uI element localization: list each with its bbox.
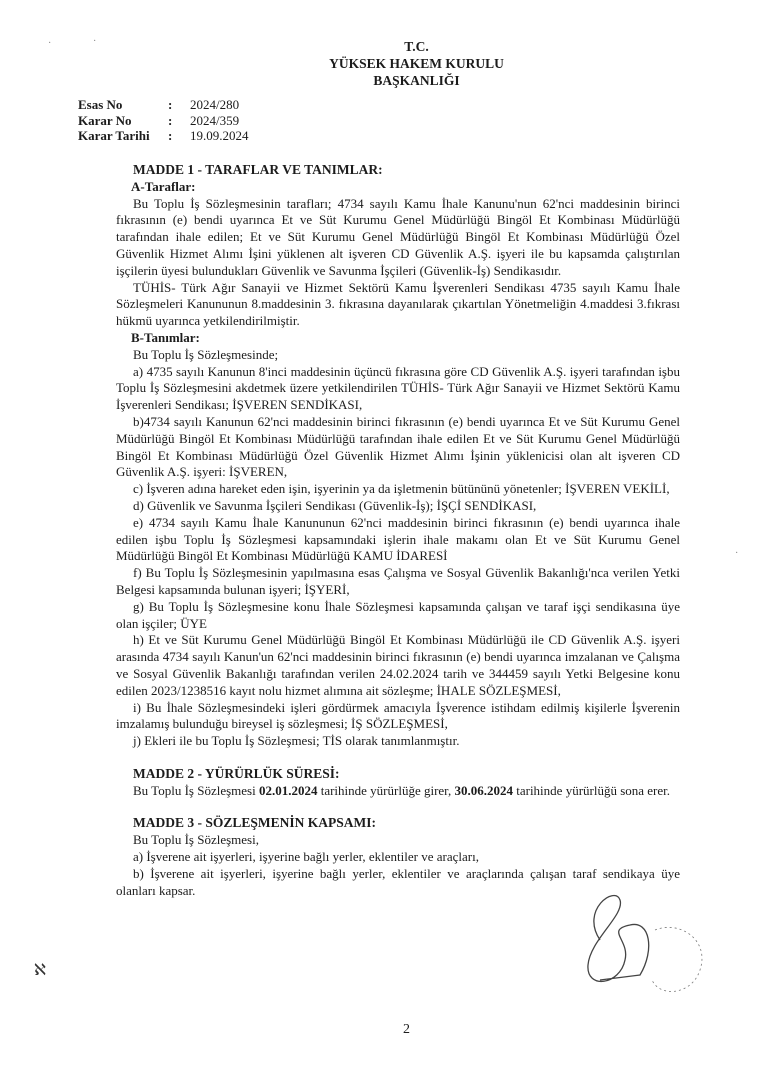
paragraph: Bu Toplu İş Sözleşmesi 02.01.2024 tarihinde yürürlüğe girer, 30.06.2024 tarihinde yürürlüğü sona erer.	[133, 782, 671, 798]
start-date: 02.01.2024	[258, 782, 318, 798]
definition-item: h) Et ve Süt Kurumu Genel Müdürlüğü Bingöl Et Kombinası Müdürlüğü ile CD Güvenlik A.Ş. işyeri arasında 4734 sayılı Kanun'un 62'nci maddesinin birinci fıkrasının (e) bendi uyarınca imzalanan ve Çalışma ve Sosyal Güvenlik Bakanlığı tarafından verilen 24.02.2024 tarih ve 344459 sayılı Yetki Belgesine konu edilen 2023/1238516 kayıt nolu hizmet alımına ait sözleşme; İHALE SÖZLEŞMESİ,	[116, 632, 680, 698]
case-meta	[78, 97, 249, 144]
definition-item: j) Ekleri ile bu Toplu İş Sözleşmesi; TİS olarak tanımlanmıştır.	[133, 733, 460, 749]
definition-item: b)4734 sayılı Kanunun 62'nci maddesinin birinci fıkrasının (e) bendi uyarınca Et ve Süt Kurumu Genel Müdürlüğü Bingöl Et Kombinası Müdürlüğü tarafından ihale edilen Et ve Süt Kurumu Genel Müdürlüğü Bingöl Et Kombinası Müdürlüğü Özel Güvenlik Hizmet Alımı İşinin yüklenicisi olan alt işveren CD Güvenlik A.Ş. işyeri: İŞVEREN,	[116, 413, 680, 480]
signature-mark	[560, 870, 730, 1020]
meta-value: 2024/359	[190, 112, 240, 128]
meta-value: 2024/280	[190, 97, 240, 112]
page-number: 2	[403, 1022, 410, 1037]
madde3-title: MADDE 3 - SÖZLEŞMENİN KAPSAMI:	[133, 815, 377, 831]
document-header	[0, 38, 763, 89]
meta-value: 19.09.2024	[190, 128, 249, 143]
definition-item: i) Bu İhale Sözleşmesindeki işleri gördürmek amacıyla İşverence istihdam edilmiş kişilerle İşverenin imzalamış bulunduğu bireysel iş sözleşmesi; İŞ SÖZLEŞMESİ,	[116, 699, 680, 732]
scope-item: a) İşverene ait işyerleri, işyerine bağlı yerler, eklentiler ve araçları,	[133, 849, 479, 865]
header-office: BAŞKANLIĞI	[373, 73, 460, 88]
paragraph: TÜHİS- Türk Ağır Sanayii ve Hizmet Sektörü Kamu İşverenleri Sendikası 4735 sayılı Kamu İhale Sözleşmeleri Kanununun 8.maddesinin 3. fıkrasına dayanılarak çıkartılan Yönetmeliğin 4.maddesi 3.fıkrası hükmü uyarınca yetkilendirilmiştir.	[116, 279, 680, 329]
madde1-title: MADDE 1 - TARAFLAR VE TANIMLAR:	[133, 162, 383, 177]
meta-key: Karar Tarihi	[78, 128, 150, 143]
document-body	[116, 162, 680, 899]
definition-item: a) 4735 sayılı Kanunun 8'inci maddesinin üçüncü fıkrasına göre CD Güvenlik A.Ş. işyeri tarafından işbu Toplu İş Sözleşmesini akdetmek üzere yetkilendirilen TÜHİS- Türk Ağır Sanayii ve Hizmet Sektörü Kamu İşverenleri Sendikası; İŞVEREN SENDİKASI,	[116, 363, 680, 413]
definition-item: g) Bu Toplu İş Sözleşmesine konu İhale Sözleşmesi kapsamında çalışan ve taraf işçi sendikasına üye olan işçiler; ÜYE	[116, 598, 680, 631]
definition-item: e) 4734 sayılı Kamu İhale Kanununun 62'nci maddesinin birinci fıkrasının (e) bendi uyarınca ihale edilen işbu Toplu İş Sözleşmesi kapsamındaki işlerin ihale makamı olan Et ve Süt Kurumu Genel Müdürlüğü Bingöl Et Kombinası Müdürlüğü KAMU İDARESİ	[116, 514, 680, 564]
header-tc: T.C.	[404, 39, 429, 54]
scope-item: b) İşverene ait işyerleri, işyerine bağlı yerler, eklentiler ve araçlarında çalışan taraf sendikaya üye olanları kapsar.	[116, 865, 680, 898]
paragraph: Bu Toplu İş Sözleşmesinde;	[133, 346, 279, 362]
meta-key: Karar No	[78, 112, 132, 128]
paragraph: Bu Toplu İş Sözleşmesinin tarafları; 4734 sayılı Kamu İhale Kanunu'nun 62'nci maddesinin birinci fıkrasının (e) bendi uyarınca Et ve Süt Kurumu Genel Müdürlüğü Bingöl Et Kombinası Müdürlüğü tarafından ihale edilen; Et ve Süt Kurumu Genel Müdürlüğü Bingöl Et Kombinası Müdürlüğü Özel Güvenlik Hizmet Alımı İşini yüklenen alt işveren CD Güvenlik A.Ş. işyeri ile bu kapsamda çalıştırılan işçilerin üyesi bulundukları Güvenlik ve Savunma İşçileri (Güvenlik-İş) Sendikasıdır.	[116, 195, 680, 278]
definition-item: c) İşveren adına hareket eden işin, işyerinin ya da işletmenin bütününü yönetenler; İŞVEREN VEKİLİ,	[133, 481, 670, 497]
end-date: 30.06.2024	[454, 782, 513, 798]
definition-item: d) Güvenlik ve Savunma İşçileri Sendikası (Güvenlik-İş); İŞÇİ SENDİKASI,	[133, 497, 537, 513]
meta-row: Karar No : 2024/359	[78, 112, 240, 128]
meta-row: Karar Tarihi : 19.09.2024	[78, 128, 249, 143]
document-page: T.C. YÜKSEK HAKEM KURULU BAŞKANLIĞI Esas No : 2024/280 Karar No : 2024/359 Karar Tarihi : 19.09.2024 MADDE 1 - TARAFLAR VE TANIMLAR: A-Taraflar: Bu Toplu İş Sözleşmesinin tarafları; 4734 sayılı Kamu İhale Kanunu'nun 62'nci maddesinin birinci fıkrasının (e) bendi uyarınca Et ve Süt Kurumu Genel Müdürlüğü Bingöl Et Kombinası Müdürlüğü tarafından ihale edilen; Et ve Süt Kurumu Genel Müdürlüğü Bingöl Et Kombinası Müdürlüğü Özel Güvenlik Hizmet Alımı İşini yüklenen alt işveren CD Güvenlik A.Ş. işyeri ile bu kapsamda çalıştırılan işçilerin üyesi bulundukları Güvenlik ve Savunma İşçileri (Güvenlik-İş) Sendikasıdır. TÜHİS- Türk Ağır Sanayii ve Hizmet Sektörü Kamu İşverenleri Sendikası 4735 sayılı Kamu İhale Sözleşmeleri Kanununun 8.maddesinin 3. fıkrasına dayanılarak çıkartılan Yönetmeliğin 4.maddesi 3.fıkrası hükmü uyarınca yetkilendirilmiştir. B-Tanımlar: Bu Toplu İş Sözleşmesinde; a) 4735 sayılı Kanunun 8'inci maddesinin üçüncü fıkrasına göre CD Güvenlik A.Ş. işyeri tarafından işbu Toplu İş Sözleşmesini akdetmek üzere yetkilendirilen TÜHİS- Türk Ağır Sanayii ve Hizmet Sektörü Kamu İşverenleri Sendikası; İŞVEREN SENDİKASI, b)4734 sayılı Kanunun 62'nci maddesinin birinci fıkrasının (e) bendi uyarınca Et ve Süt Kurumu Genel Müdürlüğü Bingöl Et Kombinası Müdürlüğü tarafından ihale edilen Et ve Süt Kurumu Genel Müdürlüğü Bingöl Et Kombinası Müdürlüğü Özel Güvenlik Hizmet Alımı İşinin yüklenicisi olan alt işveren CD Güvenlik A.Ş. işyeri: İŞVEREN, c) İşveren adına hareket eden işin, işyerinin ya da işletmenin bütününü yönetenler; İŞVEREN VEKİLİ, d) Güvenlik ve Savunma İşçileri Sendikası (Güvenlik-İş); İŞÇİ SENDİKASI, e) 4734 sayılı Kamu İhale Kanununun 62'nci maddesinin birinci fıkrasının (e) bendi uyarınca ihale edilen işbu Toplu İş Sözleşmesi kapsamındaki işlerin ihale makamı olan Et ve Süt Kurumu Genel Müdürlüğü Bingöl Et Kombinası Müdürlüğü KAMU İDARESİ f) Bu Toplu İş Sözleşmesinin yapılmasına esas Çalışma ve Sosyal Güvenlik Bakanlığı'nca verilen Yetki Belgesi kapsamında bulunan işyeri; İŞYERİ, g) Bu Toplu İş Sözleşmesine konu İhale Sözleşmesi kapsamında çalışan ve taraf işçi sendikasına üye olan işçiler; ÜYE h) Et ve Süt Kurumu Genel Müdürlüğü Bingöl Et Kombinası Müdürlüğü ile CD Güvenlik A.Ş. işyeri arasında 4734 sayılı Kanun'un 62'nci maddesinin birinci fıkrasının (e) bendi uyarınca imzalanan ve Çalışma ve Sosyal Güvenlik Bakanlığı tarafından verilen 24.02.2024 tarih ve 344459 sayılı Yetki Belgesine konu edilen 2023/1238516 kayıt nolu hizmet alımına ait sözleşme; İHALE SÖZLEŞMESİ, i) Bu İhale Sözleşmesindeki işleri gördürmek amacıyla İşverence istihdam edilmiş kişilerle İşverenin imzalamış bulunduğu bireysel iş sözleşmesi; İŞ SÖZLEŞMESİ, j) Ekleri ile bu Toplu İş Sözleşmesi; TİS olarak tanımlanmıştır. MADDE 2 - YÜRÜRLÜK SÜRESİ: Bu Toplu İş Sözleşmesi 02.01.2024 tarihinde yürürlüğe girer, 30.06.2024 tarihinde yürürlüğü sona erer. MADDE 3 - SÖZLEŞMENİN KAPSAMI: Bu Toplu İş Sözleşmesi, a) İşverene ait işyerleri, işyerine bağlı yerler, eklentiler ve araçları, b) İşverene ait işyerleri, işyerine bağlı yerler, eklentiler ve araçlarında çalışan taraf sendikaya üye olanları kapsar. ℵ · · · 2	[0, 0, 763, 1080]
tanimlar-heading: B-Tanımlar:	[131, 329, 200, 345]
taraflar-heading: A-Taraflar:	[131, 178, 196, 194]
meta-row: Esas No : 2024/280	[78, 97, 240, 112]
paragraph: Bu Toplu İş Sözleşmesi,	[133, 832, 259, 848]
margin-mark: ℵ	[34, 962, 46, 979]
definition-item: f) Bu Toplu İş Sözleşmesinin yapılmasına esas Çalışma ve Sosyal Güvenlik Bakanlığı'nca verilen Yetki Belgesi kapsamında bulunan işyeri; İŞYERİ,	[116, 565, 680, 597]
header-institution: YÜKSEK HAKEM KURULU	[329, 56, 504, 71]
meta-key: Esas No	[78, 97, 123, 112]
madde2-title: MADDE 2 - YÜRÜRLÜK SÜRESİ:	[133, 765, 340, 781]
